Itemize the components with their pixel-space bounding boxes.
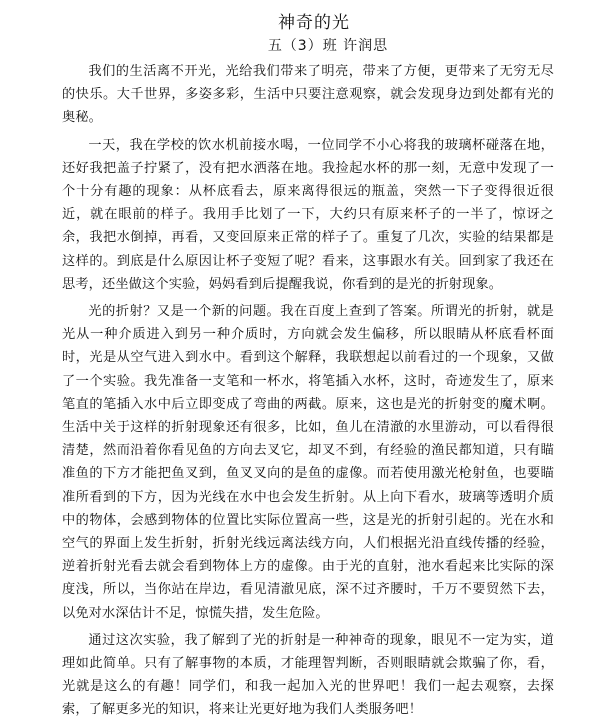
paragraph-intro: 我们的生活离不开光，光给我们带来了明亮，带来了方便，更带来了无穷无尽的快乐。大千世界，多姿多彩，生活中只要注意观察，就会发现身边到处都有光的奥秘。 [62,64,554,126]
paragraph-discovery: 一天，我在学校的饮水机前接水喝，一位同学不小心将我的玻璃杯碰落在地，还好我把盖子拧紧了，没有把水洒落在地。我捡起水杯的那一刻，无意中发现了一个十分有趣的现象：从杯底看去，原来离得很远的瓶盖，突然一下子变得很近很近，就在眼前的样子。我用手比划了一下，大约只有原来杯子的一半了，惊讶之余，我把水倒掉，再看，又变回原来正常的样子了。重复了几次，实验的结果都是这样的。到底是什么原因让杯子变短了呢？看来，这事跟水有关。回到家了我还在思考，还坐做这个实验，妈妈看到后提醒我说，你看到的是光的折射现象。 [62,137,554,292]
paragraph-conclusion: 通过这次实验，我了解到了光的折射是一种神奇的现象，眼见不一定为实，道理如此简单。只有了解事物的本质，才能理智判断，否则眼睛就会欺骗了你，看，光就是这么的有趣！同学们，和我一起加入光的世界吧！我们一起去观察，去探索，了解更多光的知识，将来让光更好地为我们人类服务吧！ [62,632,554,718]
essay-title: 神奇的光 [278,13,350,33]
paragraph-explanation: 光的折射？又是一个新的问题。我在百度上查到了答案。所谓光的折射，就是光从一种介质进入到另一种介质时，方向就会发生偏移，所以眼睛从杯底看杯面时，光是从空气进入到水中。看到这个解释，我联想起以前看过的一个现象，又做了一个实验。我先准备一支笔和一杯水，将笔插入水杯，这时，奇迹发生了，原来笔直的笔插入水中后立即变成了弯曲的两截。原来，这也是光的折射变的魔术啊。生活中关于这样的折射现象还有很多，比如，鱼儿在清澈的水里游动，可以看得很清楚，然而沿着你看见鱼的方向去叉它，却叉不到，有经验的渔民都知道，只有瞄准鱼的下方才能把鱼叉到，鱼叉叉向的是鱼的虚像。而若使用激光枪射鱼，也要瞄准所看到的下方，因为光线在水中也会发生折射。从上向下看水，玻璃等透明介质中的物体，会感到物体的位置比实际位置高一些，这是光的折射引起的。光在水和空气的界面上发生折射，折射光线远离法线方向，人们根据光沿直线传播的经验，逆着折射光看去就会看到物体上方的虚像。由于光的直射，池水看起来比实际的深度浅，所以，当你站在岸边，看见清澈见底，深不过齐腰时，千万不要贸然下去，以免对水深估计不足，惊慌失措，发生危险。 [62,304,554,621]
author-line: 五（3）班 许润思 [267,38,389,54]
